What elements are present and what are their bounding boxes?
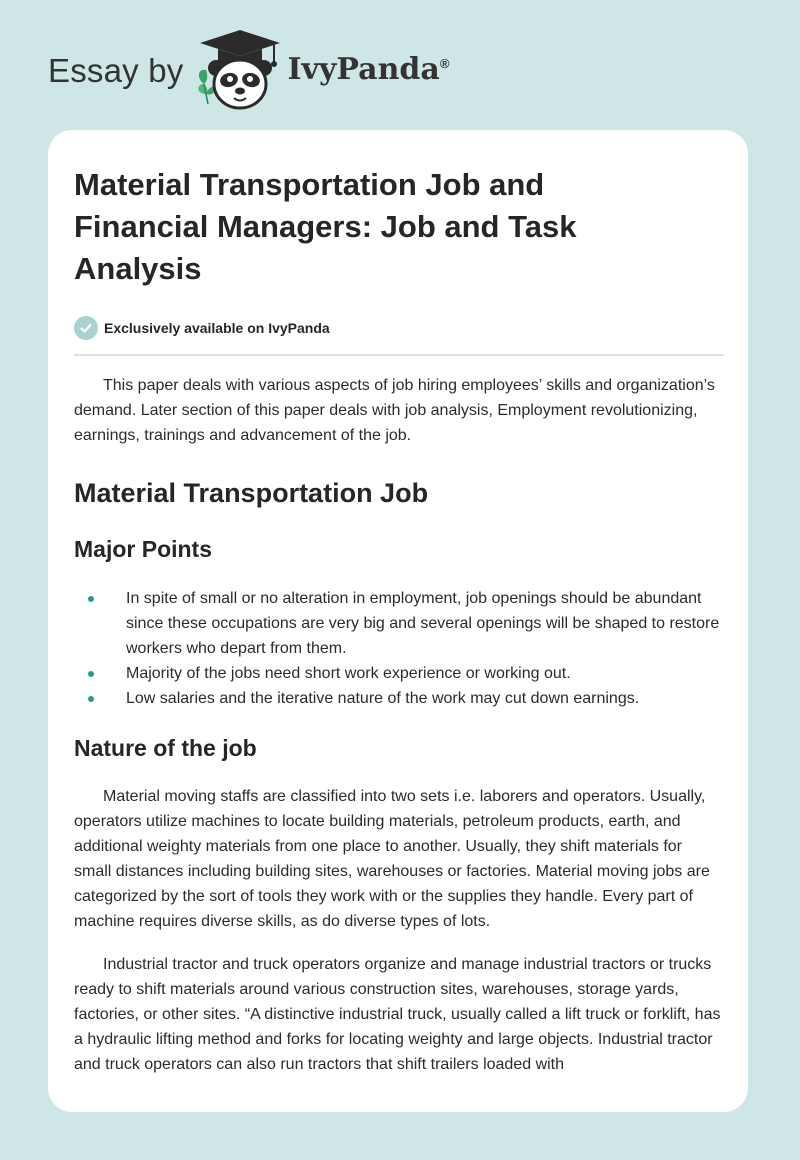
list-item-text: In spite of small or no alteration in employment, job openings should be abundant since these occupations are very big and several openings will be shaped to restore workers who depart from them. <box>126 590 720 657</box>
bullet-icon <box>88 596 94 602</box>
body-paragraph: Material moving staffs are classified into two sets i.e. laborers and operators. Usually, operators utilize machines to locate building materials, petroleum products, earth, and additional weighty materials from one place to another. Usually, they shift materials for small distances including building sites, warehouses or factories. Material moving jobs are categorized by the sort of tools they work with or the supplies they handle. Every part of machine requires diverse skills, as do diverse types of lots. <box>74 788 710 930</box>
exclusive-label: Exclusively available on IvyPanda <box>104 320 330 336</box>
panda-logo-icon[interactable] <box>194 28 286 112</box>
intro-paragraph: This paper deals with various aspects of job hiring employees’ skills and organization’s demand. Later section of this paper deals with job analysis, Employment revolutionizing, earnings, trainings and advancement of the job. <box>74 377 715 444</box>
essay-card <box>48 130 748 1112</box>
major-points-list <box>74 586 722 711</box>
brand-name-text: IvyPanda <box>287 52 440 87</box>
list-item-text: Low salaries and the iterative nature of the work may cut down earnings. <box>126 690 640 707</box>
brand-prefix: Essay by <box>48 51 184 89</box>
list-item <box>74 586 722 661</box>
check-circle-icon <box>74 316 98 340</box>
list-item <box>74 661 722 686</box>
brand-name <box>287 52 450 87</box>
divider <box>74 354 724 356</box>
major-points-heading: Major Points <box>74 536 213 562</box>
registered-mark: ® <box>439 56 450 71</box>
nature-heading: Nature of the job <box>74 735 257 761</box>
exclusive-badge <box>74 314 722 342</box>
bullet-icon <box>88 671 94 677</box>
bullet-icon <box>88 696 94 702</box>
essay-title: Material Transportation Job and Financial Managers: Job and Task Analysis <box>74 167 577 286</box>
list-item <box>74 686 722 711</box>
section-heading: Material Transportation Job <box>74 478 429 508</box>
list-item-text: Majority of the jobs need short work experience or working out. <box>126 665 571 682</box>
brand-header <box>48 28 449 112</box>
body-paragraph: Industrial tractor and truck operators organize and manage industrial tractors or trucks ready to shift materials around various construction sites, warehouses, storage yards, factories, or other sites. “A distinctive industrial truck, usually called a lift truck or forklift, has a hydraulic lifting method and forks for locating weighty and large objects. Industrial tractor and truck operators can also run tractors that shift trailers loaded with <box>74 956 721 1073</box>
